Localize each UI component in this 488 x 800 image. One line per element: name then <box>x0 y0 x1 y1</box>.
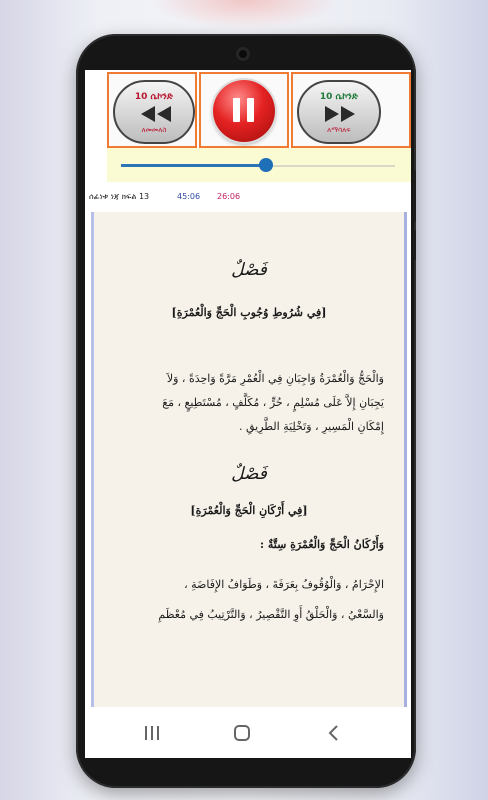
pause-bar-left <box>233 98 240 122</box>
section-subtitle-2: [فِي أَرْكَانِ الْحَجِّ وَالْعُمْرَةِ] <box>190 504 308 517</box>
elapsed-time: 45:06 <box>177 192 201 201</box>
app-screen <box>85 70 411 758</box>
forward-knob <box>297 80 381 144</box>
section-heading-2: فَصْلٌ <box>231 464 267 484</box>
slider-progress <box>121 164 266 167</box>
track-info <box>87 192 407 206</box>
seek-slider[interactable] <box>107 148 411 182</box>
back-icon[interactable] <box>325 724 343 742</box>
volume-button <box>413 170 416 222</box>
rewind-bottom-label: ለመመለስ <box>141 126 167 134</box>
paragraph-1-line-3: إِمْكَانِ الْمَسِيرِ ، وَتَخْلِيَةِ الطَّرِيقِ . <box>238 420 384 433</box>
front-camera <box>236 47 250 61</box>
rewind-top-label: 10 ሴኮንድ <box>134 92 174 102</box>
recents-icon[interactable] <box>143 724 161 742</box>
section-heading-1: فَصْلٌ <box>231 260 267 280</box>
pause-icon <box>213 80 275 142</box>
slider-thumb[interactable] <box>259 158 273 172</box>
pause-button[interactable] <box>199 72 289 148</box>
background-highlight <box>150 0 340 30</box>
track-label: ሰፊነቱ ነጃ ክፍል 13 <box>89 192 150 201</box>
paragraph-2-line-2: وَالسَّعْيُ ، وَالْحَلْقُ أَوِ التَّقْصِيرُ ، وَالتَّرْتِيبُ فِي مُعْظَمِ <box>158 608 384 621</box>
paragraph-1-line-1: وَالْحَجُّ وَالْعُمْرَةُ وَاجِبَانِ فِي الْعُمْرِ مَرَّةً وَاحِدَةً ، وَلاَ <box>166 372 384 385</box>
paragraph-1-line-2: يَجِبَانِ إِلاَّ عَلَى مُسْلِمٍ ، حُرٍّ ، مُكَلَّفٍ ، مُسْتَطِيعٍ ، مَعَ <box>162 396 384 409</box>
forward-button[interactable] <box>291 72 411 148</box>
rewind-icon <box>139 104 173 124</box>
forward-top-label: 10 ሴኮንድ <box>319 92 359 102</box>
playback-controls <box>107 72 411 148</box>
power-button <box>413 230 416 260</box>
pause-bar-right <box>247 98 254 122</box>
android-nav-bar <box>85 712 411 758</box>
home-icon[interactable] <box>233 724 251 742</box>
forward-bottom-label: ለማሳለፍ <box>327 126 351 134</box>
fast-forward-icon <box>323 104 357 124</box>
section-subtitle-1: [فِي شُرُوطِ وُجُوبِ الْحَجِّ وَالْعُمْرَةِ] <box>171 306 327 319</box>
total-time: 26:06 <box>217 192 241 201</box>
paragraph-2-line-1: الإِحْرَامُ ، وَالْوُقُوفُ بِعَرَفَةَ ، وَطَوَافُ الإِفَاضَةِ ، <box>184 578 384 591</box>
document-page <box>91 212 407 707</box>
paragraph-2-intro: وَأَرْكَانُ الْحَجِّ وَالْعُمْرَةِ سِتَّةٌ : <box>260 538 384 551</box>
rewind-button[interactable] <box>107 72 197 148</box>
rewind-knob <box>113 80 195 144</box>
